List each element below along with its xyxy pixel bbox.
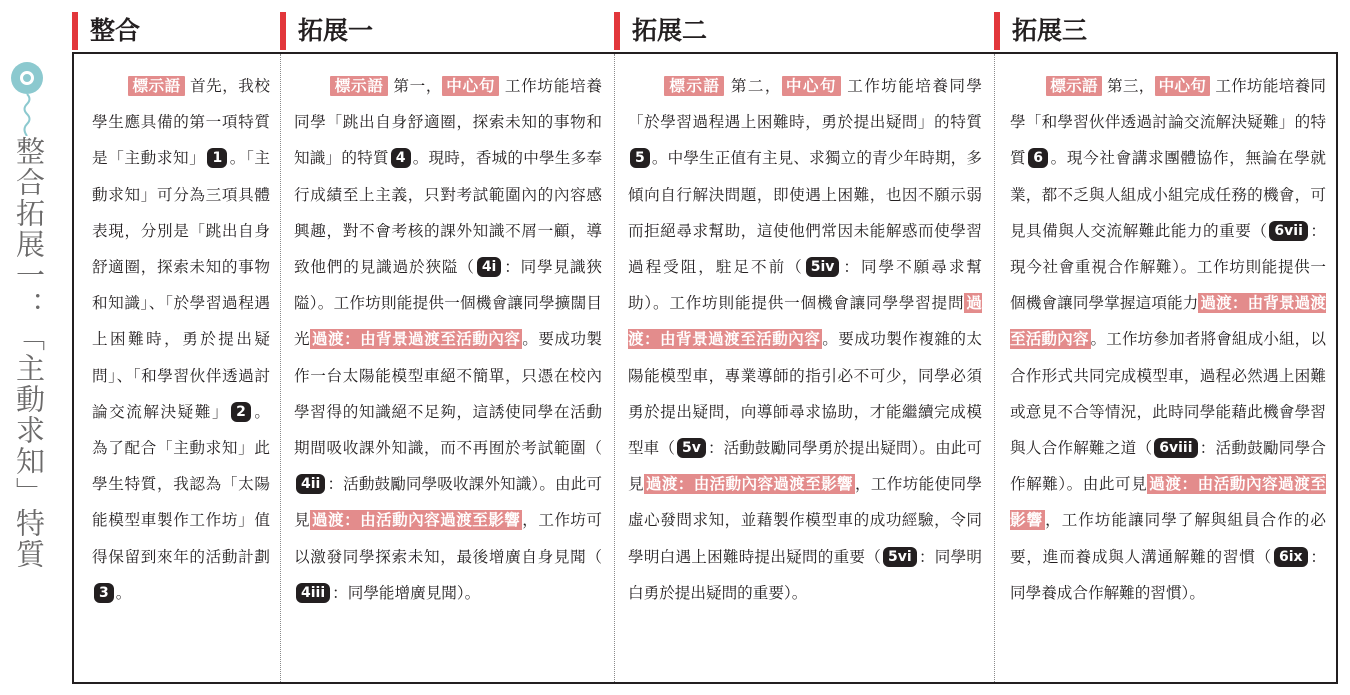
topic-tag: 中心句 [1155,76,1211,96]
header-integration: 整合 [72,12,140,50]
paragraph-text: ，工作坊能讓同學了解與組員合作的必要，進而養成與人溝通解難的習慣（ [1010,511,1326,566]
paragraph-text: 。現今社會講求團體協作，無論在學就業，都不乏與人組成小組完成任務的機會，可見具備與人交流解難此能力的重要（ [1010,149,1326,240]
transition-highlight: 過渡：由活動內容過渡至影響 [645,475,853,494]
paragraph-text: ：同學見識狹隘）。工作坊則能提供一個機會讓同學擴闊目光 [294,258,602,349]
column-extension-3 [1010,68,1326,674]
transition-highlight: 過渡：由活動內容過渡至影響 [1010,475,1326,530]
paragraph-text: 工作坊能培養同學「和學習伙伴透過討論交流解決疑難」的特質 [1010,77,1326,168]
marker-badge: 4i [477,257,502,277]
column-integration [92,68,270,674]
paragraph-text: ：活動鼓勵同學合作解難）。由此可見 [1010,439,1326,494]
transition-highlight: 過渡：由背景過渡至活動內容 [628,294,982,349]
header-extension-1: 拓展一 [280,12,373,50]
marker-badge: 5iv [806,257,840,277]
column-divider [614,54,615,682]
transition-highlight: 過渡：由背景過渡至活動內容 [312,330,521,349]
marker-badge: 6viii [1154,438,1197,458]
paragraph-text: 。 [115,583,132,602]
paragraph-text: 。要成功製作一台太陽能模型車絕不簡單，只憑在校內學習得的知識絕不足夠，這誘使同學在活動期間吸收課外知識，而不再囿於考試範圍（ [294,330,602,458]
paragraph-text: ：同學不願尋求幫助）。工作坊則能提供一個機會讓同學學習提問 [628,258,982,313]
content-box [72,52,1338,684]
paragraph-text: ：現今社會重視合作解難）。工作坊則能提供一個機會讓同學掌握這項能力 [1010,221,1326,313]
header-extension-3: 拓展三 [994,12,1087,50]
paragraph-text: ，工作坊可以激發同學探索未知，最後增廣自身見聞（ [294,511,602,566]
paragraph-text: 首先，我校學生應具備的第一項特質是「主動求知」 [92,77,270,168]
paragraph-text: ：活動鼓勵同學勇於提出疑問）。由此可見 [628,439,982,494]
paragraph-text: 。為了配合「主動求知」此學生特質，我認為「太陽能模型車製作工作坊」值得保留到來年的活動計劃 [92,402,270,566]
marker-badge: 4 [391,148,411,168]
paragraph-text: 第二， [730,77,782,95]
paragraph-text: 工作坊能培養同學「跳出自身舒適圈，探索未知的事物和知識」的特質 [294,77,602,168]
header-extension-2: 拓展二 [614,12,707,50]
paragraph-text: 。工作坊參加者將會組成小組，以合作形式共同完成模型車，過程必然遇上困難或意見不合等情況，此時同學能藉此機會學習與人合作解難之道（ [1010,330,1326,458]
section-circle-icon [11,62,43,94]
column-extension-2 [628,68,982,674]
transition-highlight: 過渡：由活動內容過渡至影響 [312,511,521,530]
paragraph-text: 工作坊能培養同學「於學習過程遇上困難時，勇於提出疑問」的特質 [628,77,982,132]
paragraph-text: ：同學能增廣見聞）。 [332,583,481,602]
marker-tag: 標示語 [330,76,388,96]
marker-badge: 4iii [296,583,330,603]
squiggle-icon [18,94,36,136]
paragraph-text: 。「主動求知」可分為三項具體表現，分別是「跳出自身舒適圈，探索未知的事物和知識」、「於學習過程遇上困難時，勇於提出疑問」、「和學習伙伴透過討論交流解決疑難」 [92,149,270,421]
transition-highlight: 過渡：由背景過渡至活動內容 [1010,294,1326,349]
topic-tag: 中心句 [442,76,499,96]
marker-badge: 6ix [1274,547,1308,567]
marker-tag: 標示語 [128,76,185,96]
topic-tag: 中心句 [782,76,841,96]
marker-badge: 6 [1028,148,1048,168]
sidebar-title: 整合拓展一：「主動求知」特質 [12,136,46,570]
marker-badge: 4ii [296,474,325,494]
paragraph-text: ：同學明白勇於提出疑問的重要）。 [628,547,982,602]
paragraph-text: ，工作坊能使同學虛心發問求知，並藉製作模型車的成功經驗，令同學明白遇上困難時提出疑問的重要（ [628,475,982,566]
paragraph-text: 第一， [393,77,443,95]
column-divider [994,54,995,682]
column-headers [72,8,1338,52]
marker-tag: 標示語 [664,76,724,96]
marker-badge: 5 [630,148,650,168]
column-extension-1 [294,68,602,674]
marker-badge: 5vi [883,547,917,567]
marker-badge: 1 [207,148,227,168]
marker-badge: 5v [677,438,706,458]
paragraph-text: 。中學生正值有主見、求獨立的青少年時期，多傾向自行解決問題，即使遇上困難，也因不願示弱而拒絕尋求幫助，這使他們常因未能解惑而使學習過程受阻，駐足不前（ [628,149,982,277]
section-sidebar [0,58,60,678]
paragraph-text: 。現時，香城的中學生多奉行成績至上主義，只對考試範圍內的內容感興趣，對不會考核的課外知識不屑一顧，導致他們的見識過於狹隘（ [294,149,602,277]
column-divider [280,54,281,682]
marker-tag: 標示語 [1046,76,1102,96]
marker-badge: 3 [94,583,114,603]
paragraph-text: ：同學養成合作解難的習慣）。 [1010,547,1326,602]
marker-badge: 2 [231,402,251,422]
marker-badge: 6vii [1269,221,1307,241]
paragraph-text: 。要成功製作複雜的太陽能模型車，專業導師的指引必不可少，同學必須勇於提出疑問，向導師尋求協助，才能繼續完成模型車（ [628,330,982,458]
paragraph-text: 第三， [1107,77,1155,95]
paragraph-text: ：活動鼓勵同學吸收課外知識）。由此可見 [294,475,602,530]
